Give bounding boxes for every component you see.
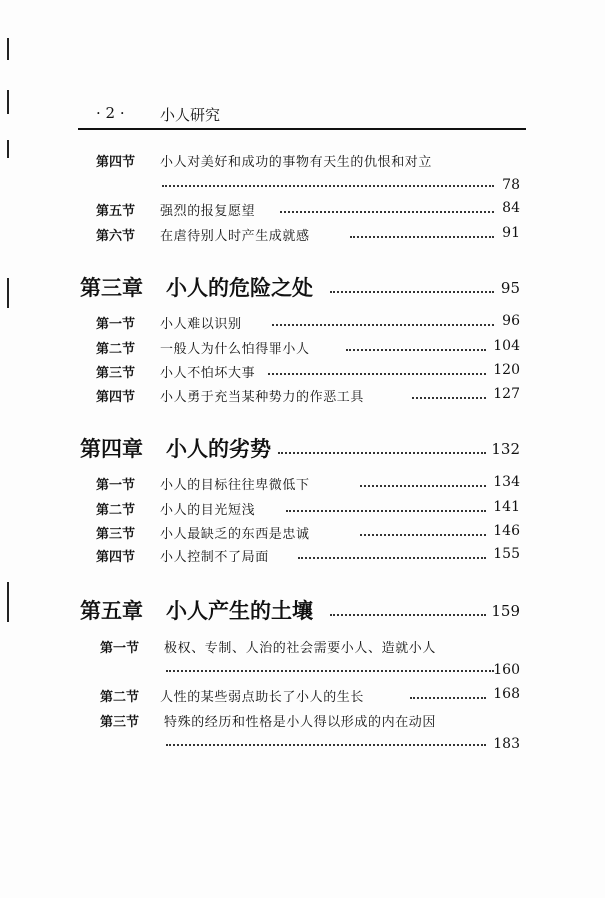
toc-page-number: 160 <box>493 662 520 678</box>
toc-section-title: 小人不怕坏大事 <box>160 366 256 381</box>
toc-section-title: 小人对美好和成功的事物有天生的仇恨和对立 <box>160 155 433 170</box>
toc-section-label: 第一节 <box>100 641 140 656</box>
toc-section-label: 第四节 <box>96 390 136 405</box>
page-number: · 2 · <box>96 104 125 122</box>
leader-dots <box>330 291 494 293</box>
toc-section-title: 极权、专制、人治的社会需要小人、造就小人 <box>164 641 437 656</box>
toc-section-title: 小人勇于充当某种势力的作恶工具 <box>160 390 365 405</box>
toc-section-label: 第三节 <box>96 527 136 542</box>
leader-dots <box>278 452 486 454</box>
toc-page-number: 78 <box>502 177 520 193</box>
scan-edge-mark <box>7 90 9 114</box>
toc-section-label: 第二节 <box>96 503 136 518</box>
toc-section-title: 强烈的报复愿望 <box>160 204 256 219</box>
toc-page-number: 84 <box>502 200 520 216</box>
toc-section-label: 第五节 <box>96 204 136 219</box>
toc-chapter-title: 小人的危险之处 <box>166 275 313 300</box>
toc-chapter-label: 第三章 <box>80 275 143 300</box>
toc-section-title: 特殊的经历和性格是小人得以形成的内在动因 <box>164 715 437 730</box>
toc-page-number: 104 <box>493 338 520 354</box>
toc-section-label: 第四节 <box>96 155 136 170</box>
scan-edge-mark <box>7 140 9 158</box>
header-rule <box>78 128 526 130</box>
toc-section-label: 第三节 <box>96 366 136 381</box>
toc-section-label: 第四节 <box>96 550 136 565</box>
toc-page-number: 91 <box>502 225 520 241</box>
toc-section-label: 第六节 <box>96 229 136 244</box>
toc-section-title: 小人控制不了局面 <box>160 550 269 565</box>
leader-dots <box>360 534 486 536</box>
leader-dots <box>166 744 486 746</box>
toc-section-title: 小人最缺乏的东西是忠诚 <box>160 527 310 542</box>
leader-dots <box>286 510 486 512</box>
book-title: 小人研究 <box>160 106 221 124</box>
toc-page-number: 120 <box>493 362 520 378</box>
toc-page-number: 127 <box>493 386 520 402</box>
toc-section-label: 第一节 <box>96 317 136 332</box>
toc-chapter-label: 第四章 <box>80 436 143 461</box>
leader-dots <box>412 397 486 399</box>
leader-dots <box>360 485 486 487</box>
toc-section-title: 一般人为什么怕得罪小人 <box>160 342 310 357</box>
toc-page-number: 95 <box>500 279 520 297</box>
toc-section-title: 小人的目标往往卑微低下 <box>160 478 310 493</box>
leader-dots <box>410 697 486 699</box>
toc-page-number: 141 <box>493 499 520 515</box>
toc-section-label: 第一节 <box>96 478 136 493</box>
toc-section-title: 小人难以识别 <box>160 317 242 332</box>
toc-section-label: 第二节 <box>96 342 136 357</box>
leader-dots <box>350 236 494 238</box>
leader-dots <box>280 211 494 213</box>
leader-dots <box>166 670 494 672</box>
scan-edge-mark <box>7 582 9 622</box>
toc-chapter-title: 小人产生的土壤 <box>166 598 313 623</box>
toc-page-number: 132 <box>491 440 520 458</box>
toc-page-number: 146 <box>493 523 520 539</box>
scan-edge-mark <box>7 38 9 60</box>
toc-chapter-label: 第五章 <box>80 598 143 623</box>
leader-dots <box>330 614 486 616</box>
toc-section-title: 在虐待别人时产生成就感 <box>160 229 310 244</box>
toc-section-title: 小人的目光短浅 <box>160 503 256 518</box>
toc-section-label: 第三节 <box>100 715 140 730</box>
leader-dots <box>346 349 486 351</box>
leader-dots <box>162 185 494 187</box>
toc-section-title: 人性的某些弱点助长了小人的生长 <box>160 690 365 705</box>
toc-page-number: 183 <box>493 736 520 752</box>
toc-page-number: 159 <box>491 602 520 620</box>
toc-page-number: 168 <box>493 686 520 702</box>
toc-page-number: 155 <box>493 546 520 562</box>
toc-chapter-title: 小人的劣势 <box>166 436 271 461</box>
scan-edge-mark <box>7 278 9 308</box>
leader-dots <box>272 324 494 326</box>
leader-dots <box>268 373 486 375</box>
toc-section-label: 第二节 <box>100 690 140 705</box>
toc-page-number: 134 <box>493 474 520 490</box>
toc-page-number: 96 <box>502 313 520 329</box>
leader-dots <box>298 557 486 559</box>
